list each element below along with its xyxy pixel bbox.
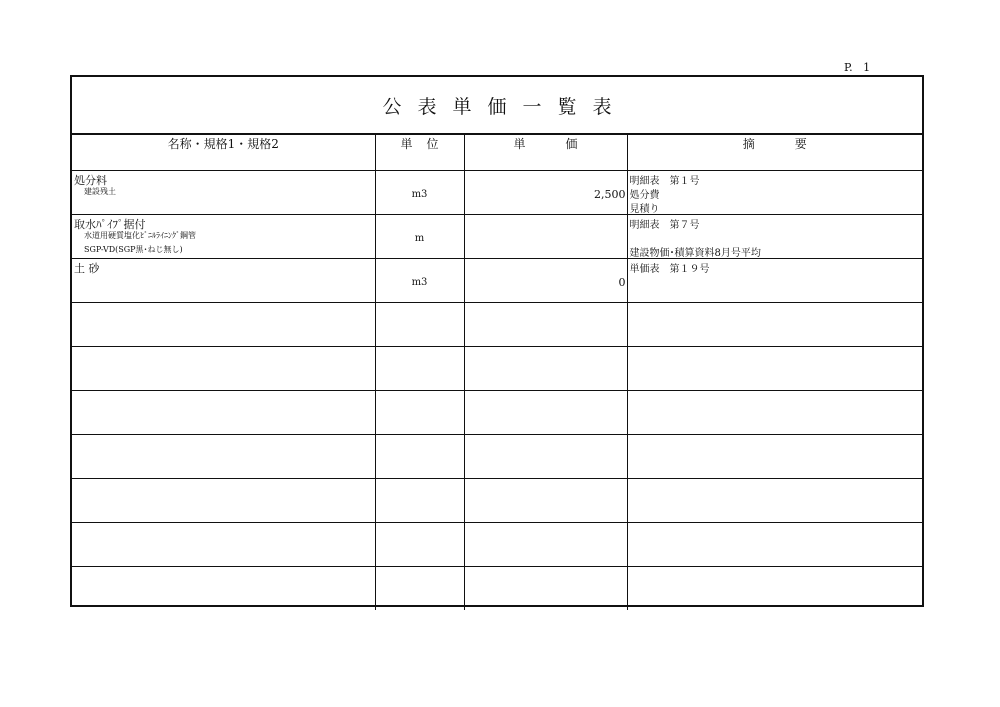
- unit-cell: [375, 347, 464, 391]
- price-cell: [464, 391, 627, 435]
- note-cell: [627, 171, 922, 215]
- unit-cell: [375, 171, 464, 215]
- price-cell: [464, 347, 627, 391]
- price-cell: [464, 303, 627, 347]
- table-row: [72, 215, 922, 259]
- note-cell: [627, 259, 922, 303]
- unit-cell: [375, 259, 464, 303]
- unit-cell: [375, 523, 464, 567]
- note-cell: [627, 391, 922, 435]
- unit-cell: [375, 435, 464, 479]
- item-note1: 明細表 第１号: [629, 176, 700, 187]
- empty-row: [72, 391, 922, 435]
- empty-row: [72, 523, 922, 567]
- empty-row: [72, 303, 922, 347]
- name-cell: [72, 259, 375, 303]
- header-price: 単価: [464, 135, 627, 171]
- table-row: [72, 259, 922, 303]
- item-name: 取水ﾊﾟｲﾌﾟ据付: [74, 218, 146, 231]
- item-spec1: 水道用硬質塩化ﾋﾞﾆﾙﾗｲﾆﾝｸﾞ鋼管: [84, 231, 196, 240]
- name-cell: [72, 479, 375, 523]
- item-price: 0: [618, 276, 626, 289]
- header-name: 名称・規格1・規格2: [72, 135, 375, 171]
- name-cell: [72, 303, 375, 347]
- item-name: 処分料: [74, 174, 107, 187]
- name-cell: [72, 215, 375, 259]
- note-cell: [627, 435, 922, 479]
- item-price: 2,500: [594, 188, 626, 201]
- price-cell: [464, 215, 627, 259]
- unit-cell: [375, 391, 464, 435]
- price-cell: [464, 479, 627, 523]
- price-list-sheet: [70, 75, 924, 607]
- price-cell: [464, 567, 627, 611]
- note-cell: [627, 347, 922, 391]
- price-cell: [464, 435, 627, 479]
- price-table: [72, 135, 922, 610]
- name-cell: [72, 171, 375, 215]
- empty-row: [72, 435, 922, 479]
- document-title: 公表単価一覧表: [382, 95, 628, 118]
- empty-row: [72, 479, 922, 523]
- table-row: [72, 171, 922, 215]
- header-row: [72, 135, 922, 171]
- empty-row: [72, 567, 922, 611]
- note-cell: [627, 567, 922, 611]
- price-cell: [464, 171, 627, 215]
- item-spec2: SGP-VD(SGP黒･ねじ無し): [84, 245, 183, 254]
- item-name: 土 砂: [74, 262, 100, 275]
- unit-cell: [375, 215, 464, 259]
- item-note1: 明細表 第７号: [629, 220, 700, 231]
- item-note1: 単価表 第１９号: [629, 264, 710, 275]
- item-unit: m3: [411, 189, 428, 200]
- item-unit: m: [414, 233, 425, 244]
- header-note: 摘要: [627, 135, 922, 171]
- item-spec1: 建設残土: [84, 187, 116, 196]
- title-row: [72, 77, 922, 135]
- item-unit: m3: [411, 277, 428, 288]
- name-cell: [72, 435, 375, 479]
- note-cell: [627, 523, 922, 567]
- name-cell: [72, 523, 375, 567]
- name-cell: [72, 347, 375, 391]
- unit-cell: [375, 567, 464, 611]
- price-cell: [464, 259, 627, 303]
- unit-cell: [375, 303, 464, 347]
- item-note2: 処分費: [629, 190, 660, 201]
- name-cell: [72, 567, 375, 611]
- note-cell: [627, 303, 922, 347]
- page-number: P. 1: [844, 61, 871, 74]
- note-cell: [627, 479, 922, 523]
- name-cell: [72, 391, 375, 435]
- price-cell: [464, 523, 627, 567]
- empty-row: [72, 347, 922, 391]
- item-note3: 見積り: [629, 204, 660, 215]
- item-note3: 建設物価･積算資料8月号平均: [629, 248, 761, 259]
- note-cell: [627, 215, 922, 259]
- unit-cell: [375, 479, 464, 523]
- header-unit: 単位: [375, 135, 464, 171]
